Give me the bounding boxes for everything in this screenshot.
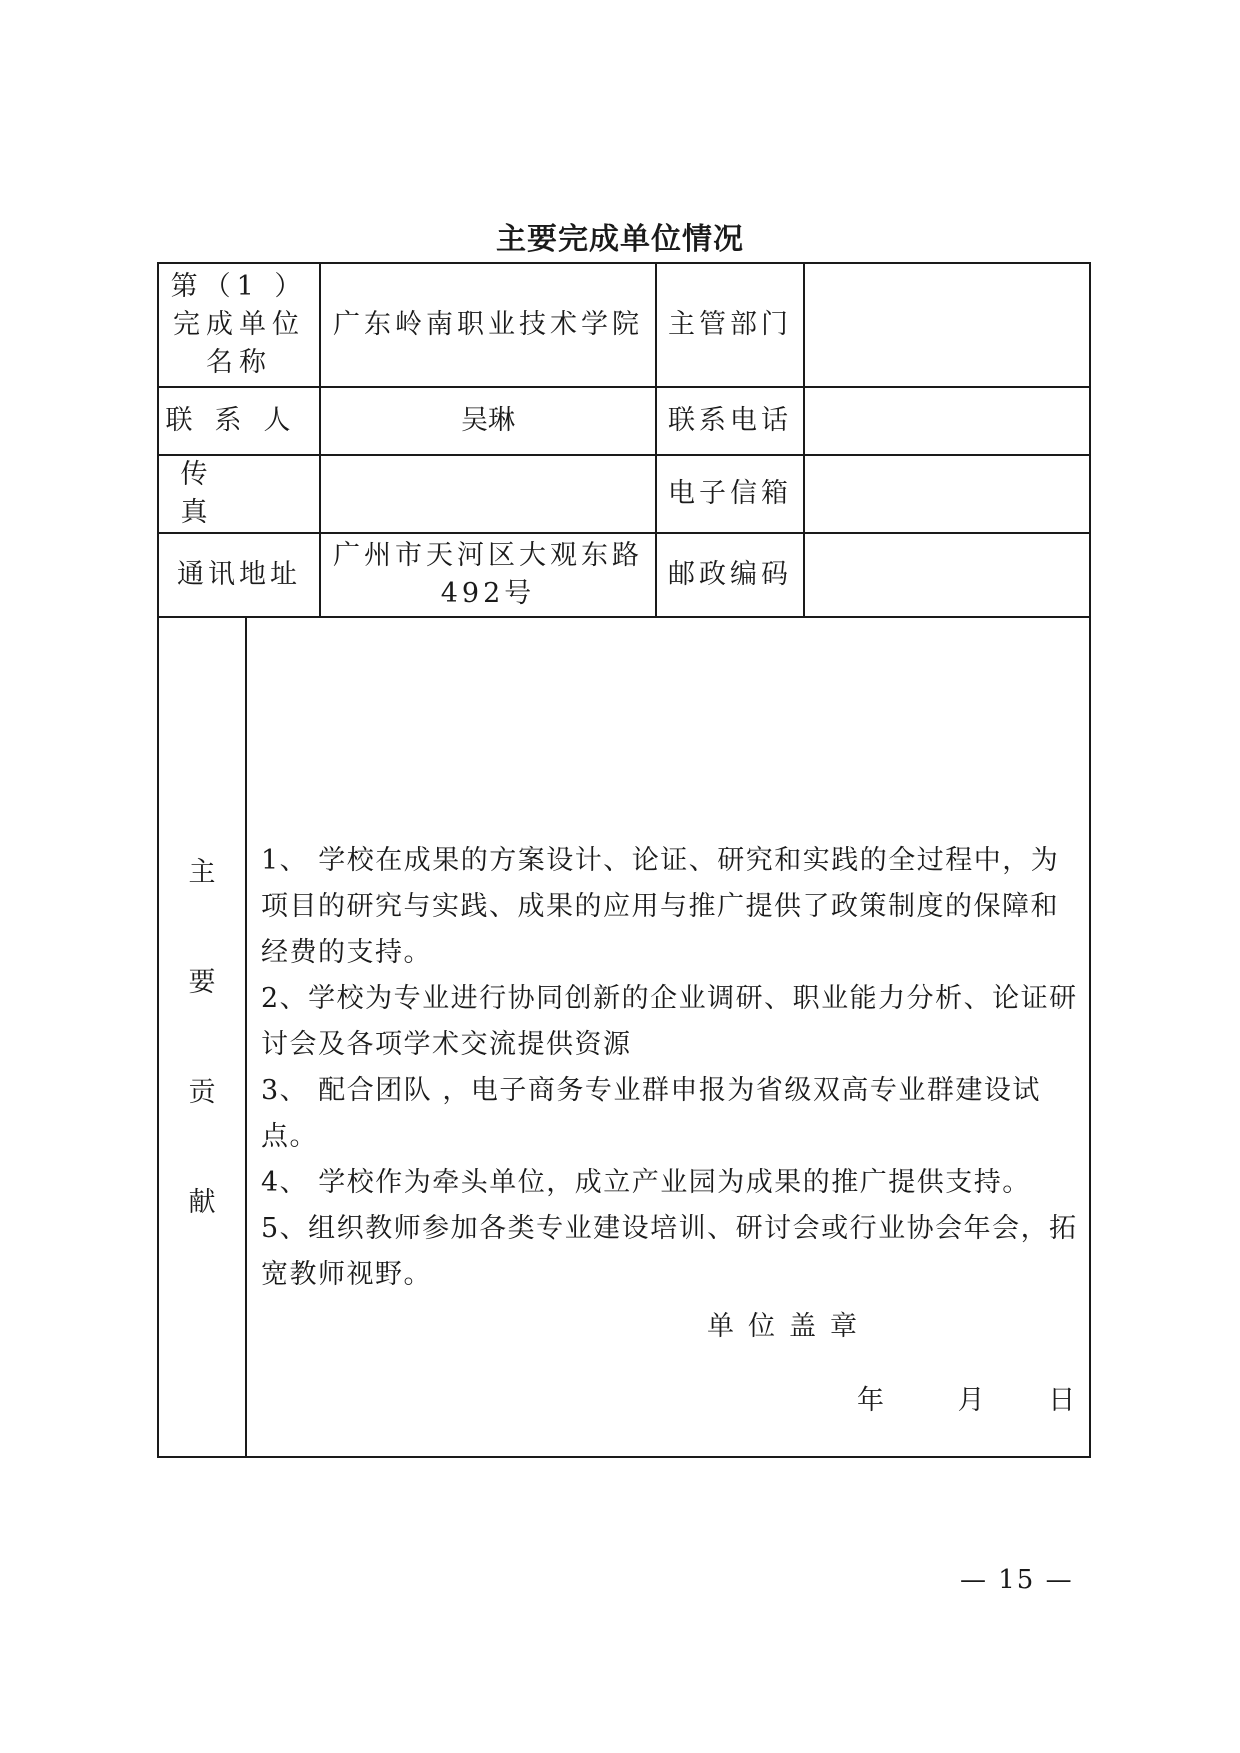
fax-value xyxy=(320,455,656,533)
fax-label: 传真 xyxy=(158,455,320,533)
table-row xyxy=(158,263,1090,387)
contribution-list xyxy=(261,838,1079,1298)
table-row xyxy=(158,533,1090,617)
contribution-item: 4、 学校作为牵头单位，成立产业园为成果的推广提供支持。 xyxy=(261,1167,1031,1198)
contribution-item: 5、组织教师参加各类专业建设培训、研讨会或行业协会年会，拓宽教师视野。 xyxy=(261,1213,1078,1290)
contribution-item: 1、 学校在成果的方案设计、论证、研究和实践的全过程中，为项目的研究与实践、成果的应用与推广提供了政策制度的保障和经费的支持。 xyxy=(261,845,1060,968)
contribution-label-char: 献 xyxy=(188,1187,216,1218)
supervisor-value xyxy=(804,263,1090,387)
postcode-label: 邮政编码 xyxy=(656,533,804,617)
unit-info-table xyxy=(157,262,1091,1458)
supervisor-label: 主管部门 xyxy=(656,263,804,387)
page-title: 主要完成单位情况 xyxy=(496,222,744,257)
contribution-body xyxy=(246,617,1090,1457)
table-row xyxy=(158,617,1090,1457)
page-number: — 15 — xyxy=(960,1565,1074,1595)
unit-seal-label: 单位盖章 xyxy=(707,1311,871,1342)
address-label: 通讯地址 xyxy=(158,533,320,617)
postcode-value xyxy=(804,533,1090,617)
contribution-label-char: 要 xyxy=(188,967,216,998)
phone-value xyxy=(804,387,1090,455)
table-row xyxy=(158,387,1090,455)
contribution-label xyxy=(158,617,246,1457)
email-label: 电子信箱 xyxy=(656,455,804,533)
contribution-item: 3、 配合团队 ，电子商务专业群申报为省级双高专业群建设试点。 xyxy=(261,1075,1041,1152)
contact-label: 联系人 xyxy=(158,387,320,455)
date-year: 年 xyxy=(857,1385,884,1416)
phone-label: 联系电话 xyxy=(656,387,804,455)
contribution-item: 2、学校为专业进行协同创新的企业调研、职业能力分析、论证研讨会及各项学术交流提供资源 xyxy=(261,983,1078,1060)
contribution-label-char: 主 xyxy=(188,857,216,888)
date-day: 日 xyxy=(1048,1385,1076,1416)
unit-name-label: 第（1 ）完成单位名称 xyxy=(158,263,320,387)
table-row xyxy=(158,455,1090,533)
email-value xyxy=(804,455,1090,533)
unit-name-value: 广东岭南职业技术学院 xyxy=(320,263,656,387)
address-value: 广州市天河区大观东路492号 xyxy=(320,533,656,617)
date-month: 月 xyxy=(957,1385,985,1416)
contribution-label-char: 贡 xyxy=(188,1077,216,1108)
date-line xyxy=(857,1382,1075,1420)
contact-value: 吴琳 xyxy=(320,387,656,455)
